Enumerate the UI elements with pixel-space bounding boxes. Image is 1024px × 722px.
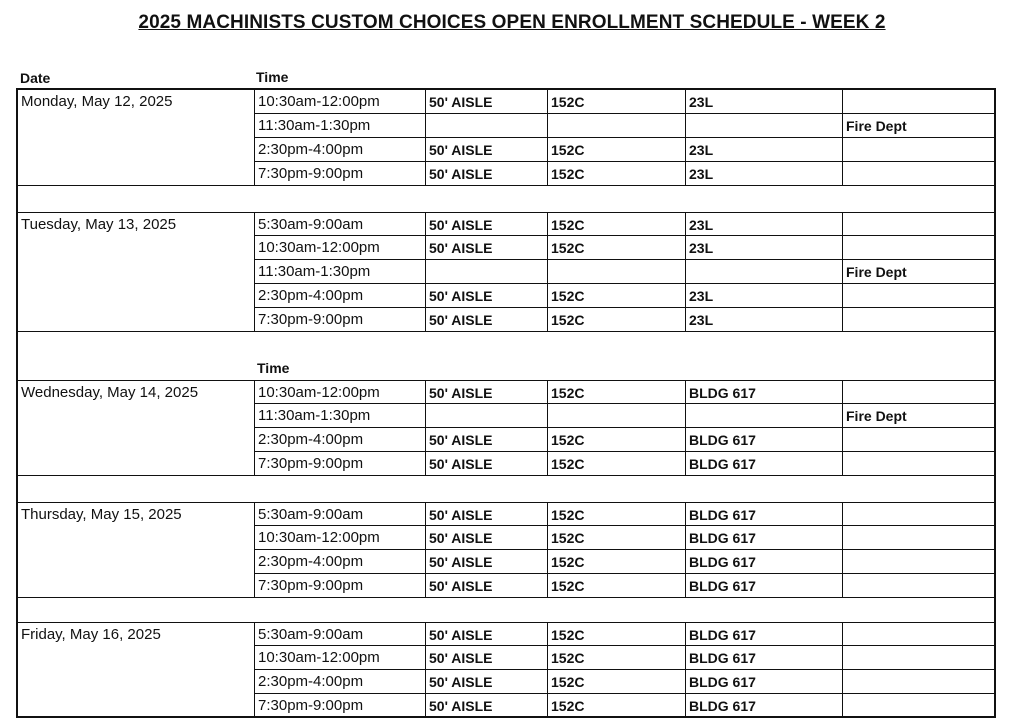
schedule-row [18, 260, 994, 284]
schedule-row [18, 428, 994, 452]
schedule-table [16, 88, 996, 718]
location-cell-4 [843, 162, 994, 186]
schedule-row [18, 502, 994, 526]
location-cell-4 [843, 526, 994, 550]
date-cell-empty [18, 162, 255, 186]
time-cell: 10:30am-12:00pm [255, 526, 426, 550]
location-cell-2 [548, 260, 686, 284]
location-cell-4 [843, 550, 994, 574]
schedule-row [18, 622, 994, 646]
location-cell-1: 50' AISLE [426, 574, 548, 598]
location-cell-3: 23L [686, 308, 843, 332]
location-cell-3 [686, 404, 843, 428]
time-cell: 2:30pm-4:00pm [255, 138, 426, 162]
location-cell-1: 50' AISLE [426, 380, 548, 404]
schedule-row [18, 452, 994, 476]
location-cell-2: 152C [548, 284, 686, 308]
location-cell-4 [843, 646, 994, 670]
location-cell-4: Fire Dept [843, 114, 994, 138]
location-cell-2: 152C [548, 574, 686, 598]
schedule-row [18, 162, 994, 186]
time-cell: 10:30am-12:00pm [255, 90, 426, 114]
location-cell-4 [843, 428, 994, 452]
location-cell-2 [548, 404, 686, 428]
location-cell-4 [843, 138, 994, 162]
location-cell-2: 152C [548, 694, 686, 718]
location-cell-3 [686, 260, 843, 284]
location-cell-2: 152C [548, 646, 686, 670]
location-cell-3: 23L [686, 162, 843, 186]
location-cell-2: 152C [548, 90, 686, 114]
location-cell-4 [843, 90, 994, 114]
date-cell-empty [18, 404, 255, 428]
location-cell-1 [426, 404, 548, 428]
schedule-row [18, 236, 994, 260]
location-cell-4 [843, 502, 994, 526]
date-cell: Wednesday, May 14, 2025 [18, 380, 255, 404]
location-cell-2: 152C [548, 212, 686, 236]
date-cell-empty [18, 236, 255, 260]
date-cell-empty [18, 138, 255, 162]
time-cell: 2:30pm-4:00pm [255, 550, 426, 574]
location-cell-4 [843, 308, 994, 332]
location-cell-2: 152C [548, 622, 686, 646]
location-cell-3: BLDG 617 [686, 526, 843, 550]
date-cell-empty [18, 308, 255, 332]
location-cell-3: 23L [686, 212, 843, 236]
date-cell-empty [18, 670, 255, 694]
time-cell: 7:30pm-9:00pm [255, 694, 426, 718]
location-cell-3: 23L [686, 90, 843, 114]
location-cell-1: 50' AISLE [426, 284, 548, 308]
time-column-header: Time [256, 69, 289, 85]
location-cell-3: BLDG 617 [686, 646, 843, 670]
location-cell-2: 152C [548, 502, 686, 526]
location-cell-2: 152C [548, 162, 686, 186]
schedule-row [18, 404, 994, 428]
schedule-row [18, 694, 994, 718]
location-cell-1: 50' AISLE [426, 502, 548, 526]
location-cell-2 [548, 114, 686, 138]
date-cell-empty [18, 526, 255, 550]
location-cell-1: 50' AISLE [426, 138, 548, 162]
location-cell-4 [843, 212, 994, 236]
schedule-row [18, 90, 994, 114]
schedule-row [18, 284, 994, 308]
schedule-row [18, 114, 994, 138]
schedule-row [18, 574, 994, 598]
location-cell-3: 23L [686, 236, 843, 260]
location-cell-1: 50' AISLE [426, 428, 548, 452]
location-cell-4 [843, 670, 994, 694]
schedule-row [18, 308, 994, 332]
date-cell-empty [18, 646, 255, 670]
location-cell-3: BLDG 617 [686, 428, 843, 452]
location-cell-1 [426, 260, 548, 284]
date-cell-empty [18, 550, 255, 574]
time-cell: 10:30am-12:00pm [255, 380, 426, 404]
location-cell-4 [843, 452, 994, 476]
date-cell-empty [18, 694, 255, 718]
schedule-row [18, 670, 994, 694]
date-cell-empty [18, 260, 255, 284]
date-cell: Thursday, May 15, 2025 [18, 502, 255, 526]
date-cell: Tuesday, May 13, 2025 [18, 212, 255, 236]
location-cell-2: 152C [548, 236, 686, 260]
time-cell: 10:30am-12:00pm [255, 646, 426, 670]
schedule-row [18, 138, 994, 162]
location-cell-3: BLDG 617 [686, 574, 843, 598]
date-cell-empty [18, 428, 255, 452]
schedule-row [18, 646, 994, 670]
location-cell-4: Fire Dept [843, 260, 994, 284]
date-cell-empty [18, 574, 255, 598]
location-cell-2: 152C [548, 526, 686, 550]
time-cell: 2:30pm-4:00pm [255, 284, 426, 308]
time-cell: 7:30pm-9:00pm [255, 452, 426, 476]
location-cell-2: 152C [548, 138, 686, 162]
location-cell-3: BLDG 617 [686, 452, 843, 476]
schedule-row [18, 212, 994, 236]
location-cell-3: BLDG 617 [686, 694, 843, 718]
location-cell-1 [426, 114, 548, 138]
location-cell-4 [843, 574, 994, 598]
location-cell-4 [843, 236, 994, 260]
location-cell-4 [843, 284, 994, 308]
schedule-row [18, 380, 994, 404]
time-cell: 5:30am-9:00am [255, 622, 426, 646]
location-cell-2: 152C [548, 308, 686, 332]
location-cell-1: 50' AISLE [426, 90, 548, 114]
location-cell-4 [843, 622, 994, 646]
time-cell: 7:30pm-9:00pm [255, 162, 426, 186]
location-cell-3: BLDG 617 [686, 502, 843, 526]
location-cell-1: 50' AISLE [426, 212, 548, 236]
location-cell-2: 152C [548, 380, 686, 404]
time-cell: 5:30am-9:00am [255, 212, 426, 236]
location-cell-1: 50' AISLE [426, 694, 548, 718]
location-cell-1: 50' AISLE [426, 550, 548, 574]
schedule-row [18, 526, 994, 550]
time-cell: 11:30am-1:30pm [255, 114, 426, 138]
date-cell-empty [18, 452, 255, 476]
schedule-row [18, 550, 994, 574]
location-cell-2: 152C [548, 550, 686, 574]
location-cell-1: 50' AISLE [426, 452, 548, 476]
location-cell-3 [686, 114, 843, 138]
time-cell: 11:30am-1:30pm [255, 260, 426, 284]
date-cell-empty [18, 284, 255, 308]
date-cell: Monday, May 12, 2025 [18, 90, 255, 114]
location-cell-3: 23L [686, 138, 843, 162]
location-cell-4: Fire Dept [843, 404, 994, 428]
time-cell: 7:30pm-9:00pm [255, 574, 426, 598]
day-separator [18, 598, 994, 622]
location-cell-3: BLDG 617 [686, 380, 843, 404]
day-separator [18, 332, 994, 380]
time-cell: 7:30pm-9:00pm [255, 308, 426, 332]
location-cell-1: 50' AISLE [426, 622, 548, 646]
date-column-header: Date [20, 70, 51, 86]
location-cell-3: BLDG 617 [686, 670, 843, 694]
time-cell: 2:30pm-4:00pm [255, 428, 426, 452]
location-cell-3: BLDG 617 [686, 550, 843, 574]
location-cell-4 [843, 380, 994, 404]
time-cell: 10:30am-12:00pm [255, 236, 426, 260]
location-cell-1: 50' AISLE [426, 162, 548, 186]
location-cell-1: 50' AISLE [426, 670, 548, 694]
location-cell-2: 152C [548, 670, 686, 694]
location-cell-2: 152C [548, 428, 686, 452]
location-cell-2: 152C [548, 452, 686, 476]
page-title: 2025 MACHINISTS CUSTOM CHOICES OPEN ENROLLMENT SCHEDULE - WEEK 2 [138, 12, 886, 33]
time-cell: 2:30pm-4:00pm [255, 670, 426, 694]
location-cell-1: 50' AISLE [426, 236, 548, 260]
location-cell-1: 50' AISLE [426, 308, 548, 332]
location-cell-1: 50' AISLE [426, 526, 548, 550]
date-cell-empty [18, 114, 255, 138]
location-cell-3: 23L [686, 284, 843, 308]
location-cell-4 [843, 694, 994, 718]
time-cell: 5:30am-9:00am [255, 502, 426, 526]
day-separator [18, 476, 994, 502]
date-cell: Friday, May 16, 2025 [18, 622, 255, 646]
location-cell-1: 50' AISLE [426, 646, 548, 670]
time-cell: 11:30am-1:30pm [255, 404, 426, 428]
time-section-header: Time [257, 360, 290, 376]
day-separator [18, 186, 994, 212]
location-cell-3: BLDG 617 [686, 622, 843, 646]
